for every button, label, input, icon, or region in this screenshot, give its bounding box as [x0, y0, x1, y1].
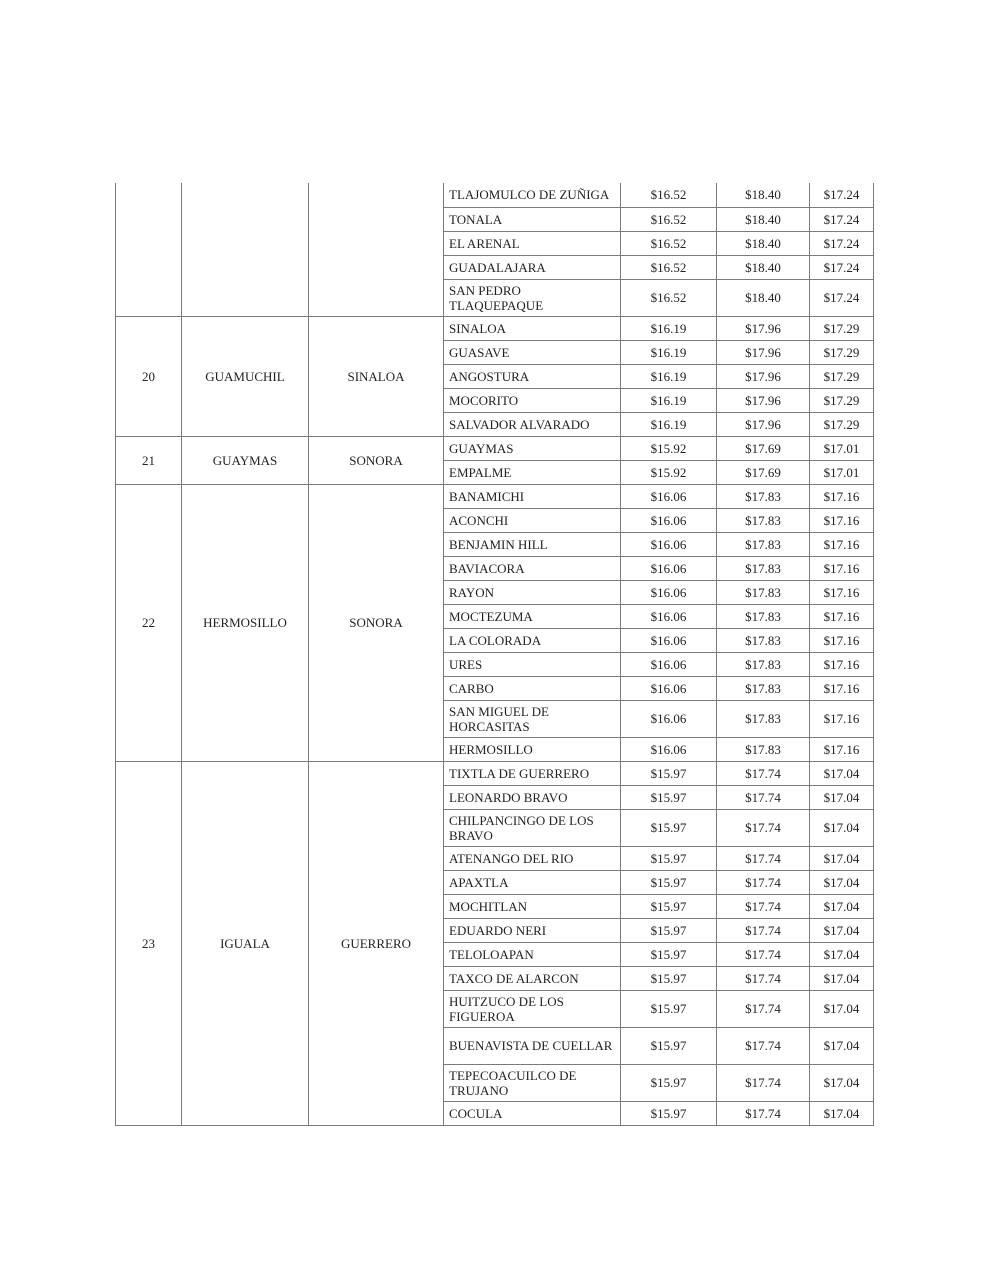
price-b-cell: $18.40 [717, 255, 810, 279]
municipio-cell: TLAJOMULCO DE ZUÑIGA [444, 183, 621, 207]
tariff-table [115, 183, 874, 1126]
table-row [116, 183, 874, 207]
price-b-cell: $17.74 [717, 990, 810, 1027]
price-b-cell: $17.96 [717, 316, 810, 340]
price-c-cell: $17.04 [810, 846, 874, 870]
price-c-cell: $17.04 [810, 942, 874, 966]
price-a-cell: $15.97 [621, 809, 717, 846]
price-a-cell: $15.97 [621, 870, 717, 894]
price-b-cell: $17.69 [717, 460, 810, 484]
municipio-cell: EL ARENAL [444, 231, 621, 255]
price-c-cell: $17.24 [810, 183, 874, 207]
price-b-cell: $17.83 [717, 676, 810, 700]
price-c-cell: $17.24 [810, 279, 874, 316]
price-b-cell: $17.74 [717, 894, 810, 918]
price-a-cell: $16.06 [621, 508, 717, 532]
price-b-cell: $17.74 [717, 1064, 810, 1101]
municipio-cell: SALVADOR ALVARADO [444, 412, 621, 436]
price-a-cell: $15.97 [621, 1101, 717, 1125]
price-c-cell: $17.16 [810, 676, 874, 700]
price-b-cell: $17.83 [717, 532, 810, 556]
price-a-cell: $15.97 [621, 894, 717, 918]
price-a-cell: $15.97 [621, 1027, 717, 1064]
price-b-cell: $17.74 [717, 918, 810, 942]
table-row [116, 484, 874, 508]
price-a-cell: $16.52 [621, 255, 717, 279]
price-a-cell: $16.19 [621, 340, 717, 364]
price-c-cell: $17.04 [810, 1064, 874, 1101]
price-b-cell: $17.83 [717, 652, 810, 676]
municipio-cell: CARBO [444, 676, 621, 700]
price-c-cell: $17.16 [810, 628, 874, 652]
price-a-cell: $16.19 [621, 412, 717, 436]
price-a-cell: $15.92 [621, 460, 717, 484]
group-city-cell: HERMOSILLO [182, 484, 309, 761]
municipio-cell: GUASAVE [444, 340, 621, 364]
price-c-cell: $17.04 [810, 894, 874, 918]
price-b-cell: $17.96 [717, 364, 810, 388]
price-c-cell: $17.04 [810, 870, 874, 894]
price-c-cell: $17.04 [810, 785, 874, 809]
price-b-cell: $17.74 [717, 870, 810, 894]
price-b-cell: $17.74 [717, 1101, 810, 1125]
price-b-cell: $18.40 [717, 231, 810, 255]
group-city-cell: GUAMUCHIL [182, 316, 309, 436]
municipio-cell: EDUARDO NERI [444, 918, 621, 942]
price-b-cell: $17.74 [717, 846, 810, 870]
price-c-cell: $17.29 [810, 340, 874, 364]
municipio-cell: HUITZUCO DE LOS FIGUEROA [444, 990, 621, 1027]
price-c-cell: $17.04 [810, 1027, 874, 1064]
price-a-cell: $15.97 [621, 761, 717, 785]
municipio-cell: BANAMICHI [444, 484, 621, 508]
price-b-cell: $18.40 [717, 207, 810, 231]
price-b-cell: $17.96 [717, 388, 810, 412]
municipio-cell: TAXCO DE ALARCON [444, 966, 621, 990]
price-c-cell: $17.29 [810, 412, 874, 436]
municipio-cell: APAXTLA [444, 870, 621, 894]
group-id-cell: 23 [116, 761, 182, 1125]
municipio-cell: GUADALAJARA [444, 255, 621, 279]
price-b-cell: $18.40 [717, 279, 810, 316]
price-b-cell: $17.83 [717, 556, 810, 580]
price-a-cell: $16.06 [621, 556, 717, 580]
municipio-cell: RAYON [444, 580, 621, 604]
group-id-cell [116, 183, 182, 316]
price-a-cell: $16.06 [621, 532, 717, 556]
group-id-cell: 22 [116, 484, 182, 761]
price-a-cell: $16.19 [621, 364, 717, 388]
price-a-cell: $15.97 [621, 966, 717, 990]
price-c-cell: $17.16 [810, 556, 874, 580]
municipio-cell: LA COLORADA [444, 628, 621, 652]
price-b-cell: $17.83 [717, 484, 810, 508]
municipio-cell: BENJAMIN HILL [444, 532, 621, 556]
price-c-cell: $17.29 [810, 316, 874, 340]
price-a-cell: $16.06 [621, 737, 717, 761]
table-body [116, 183, 874, 1125]
price-a-cell: $15.92 [621, 436, 717, 460]
price-b-cell: $17.69 [717, 436, 810, 460]
price-a-cell: $16.06 [621, 604, 717, 628]
group-state-cell: SONORA [309, 436, 444, 484]
municipio-cell: MOCTEZUMA [444, 604, 621, 628]
group-state-cell: GUERRERO [309, 761, 444, 1125]
price-c-cell: $17.04 [810, 918, 874, 942]
price-c-cell: $17.04 [810, 1101, 874, 1125]
municipio-cell: SAN MIGUEL DE HORCASITAS [444, 700, 621, 737]
price-c-cell: $17.24 [810, 231, 874, 255]
group-city-cell: GUAYMAS [182, 436, 309, 484]
price-c-cell: $17.04 [810, 966, 874, 990]
municipio-cell: LEONARDO BRAVO [444, 785, 621, 809]
group-state-cell [309, 183, 444, 316]
price-b-cell: $17.74 [717, 966, 810, 990]
municipio-cell: COCULA [444, 1101, 621, 1125]
price-a-cell: $15.97 [621, 846, 717, 870]
price-a-cell: $16.06 [621, 700, 717, 737]
price-a-cell: $16.52 [621, 279, 717, 316]
table-row [116, 436, 874, 460]
municipio-cell: GUAYMAS [444, 436, 621, 460]
table-row [116, 761, 874, 785]
group-id-cell: 21 [116, 436, 182, 484]
municipio-cell: MOCORITO [444, 388, 621, 412]
price-b-cell: $17.74 [717, 809, 810, 846]
price-a-cell: $15.97 [621, 918, 717, 942]
municipio-cell: ACONCHI [444, 508, 621, 532]
price-a-cell: $15.97 [621, 785, 717, 809]
price-a-cell: $16.06 [621, 676, 717, 700]
price-a-cell: $16.52 [621, 231, 717, 255]
price-c-cell: $17.16 [810, 580, 874, 604]
price-a-cell: $16.19 [621, 316, 717, 340]
price-c-cell: $17.16 [810, 652, 874, 676]
municipio-cell: MOCHITLAN [444, 894, 621, 918]
group-id-cell: 20 [116, 316, 182, 436]
municipio-cell: BUENAVISTA DE CUELLAR [444, 1027, 621, 1064]
group-state-cell: SONORA [309, 484, 444, 761]
price-c-cell: $17.16 [810, 737, 874, 761]
price-b-cell: $17.74 [717, 1027, 810, 1064]
price-a-cell: $16.06 [621, 652, 717, 676]
municipio-cell: CHILPANCINGO DE LOS BRAVO [444, 809, 621, 846]
price-a-cell: $16.06 [621, 484, 717, 508]
price-b-cell: $17.83 [717, 737, 810, 761]
price-b-cell: $17.96 [717, 340, 810, 364]
group-city-cell: IGUALA [182, 761, 309, 1125]
municipio-cell: BAVIACORA [444, 556, 621, 580]
municipio-cell: ATENANGO DEL RIO [444, 846, 621, 870]
price-c-cell: $17.24 [810, 255, 874, 279]
price-b-cell: $17.74 [717, 942, 810, 966]
price-b-cell: $17.83 [717, 604, 810, 628]
price-c-cell: $17.04 [810, 761, 874, 785]
municipio-cell: HERMOSILLO [444, 737, 621, 761]
municipio-cell: TONALA [444, 207, 621, 231]
price-b-cell: $17.74 [717, 761, 810, 785]
price-c-cell: $17.16 [810, 508, 874, 532]
price-a-cell: $16.19 [621, 388, 717, 412]
price-c-cell: $17.04 [810, 990, 874, 1027]
price-c-cell: $17.04 [810, 809, 874, 846]
price-c-cell: $17.29 [810, 364, 874, 388]
price-c-cell: $17.01 [810, 436, 874, 460]
municipio-cell: ANGOSTURA [444, 364, 621, 388]
price-c-cell: $17.16 [810, 484, 874, 508]
price-c-cell: $17.29 [810, 388, 874, 412]
price-b-cell: $17.83 [717, 700, 810, 737]
price-a-cell: $16.52 [621, 183, 717, 207]
price-c-cell: $17.16 [810, 604, 874, 628]
price-b-cell: $17.74 [717, 785, 810, 809]
price-a-cell: $15.97 [621, 990, 717, 1027]
price-a-cell: $16.06 [621, 628, 717, 652]
price-b-cell: $17.83 [717, 628, 810, 652]
price-a-cell: $16.52 [621, 207, 717, 231]
price-b-cell: $18.40 [717, 183, 810, 207]
price-c-cell: $17.01 [810, 460, 874, 484]
price-c-cell: $17.16 [810, 700, 874, 737]
municipio-cell: URES [444, 652, 621, 676]
group-city-cell [182, 183, 309, 316]
price-a-cell: $15.97 [621, 942, 717, 966]
municipio-cell: SAN PEDRO TLAQUEPAQUE [444, 279, 621, 316]
group-state-cell: SINALOA [309, 316, 444, 436]
price-a-cell: $16.06 [621, 580, 717, 604]
price-c-cell: $17.24 [810, 207, 874, 231]
price-a-cell: $15.97 [621, 1064, 717, 1101]
municipio-cell: TEPECOACUILCO DE TRUJANO [444, 1064, 621, 1101]
price-b-cell: $17.83 [717, 580, 810, 604]
price-c-cell: $17.16 [810, 532, 874, 556]
municipio-cell: EMPALME [444, 460, 621, 484]
price-b-cell: $17.96 [717, 412, 810, 436]
municipio-cell: TELOLOAPAN [444, 942, 621, 966]
price-b-cell: $17.83 [717, 508, 810, 532]
municipio-cell: TIXTLA DE GUERRERO [444, 761, 621, 785]
table-row [116, 316, 874, 340]
municipio-cell: SINALOA [444, 316, 621, 340]
